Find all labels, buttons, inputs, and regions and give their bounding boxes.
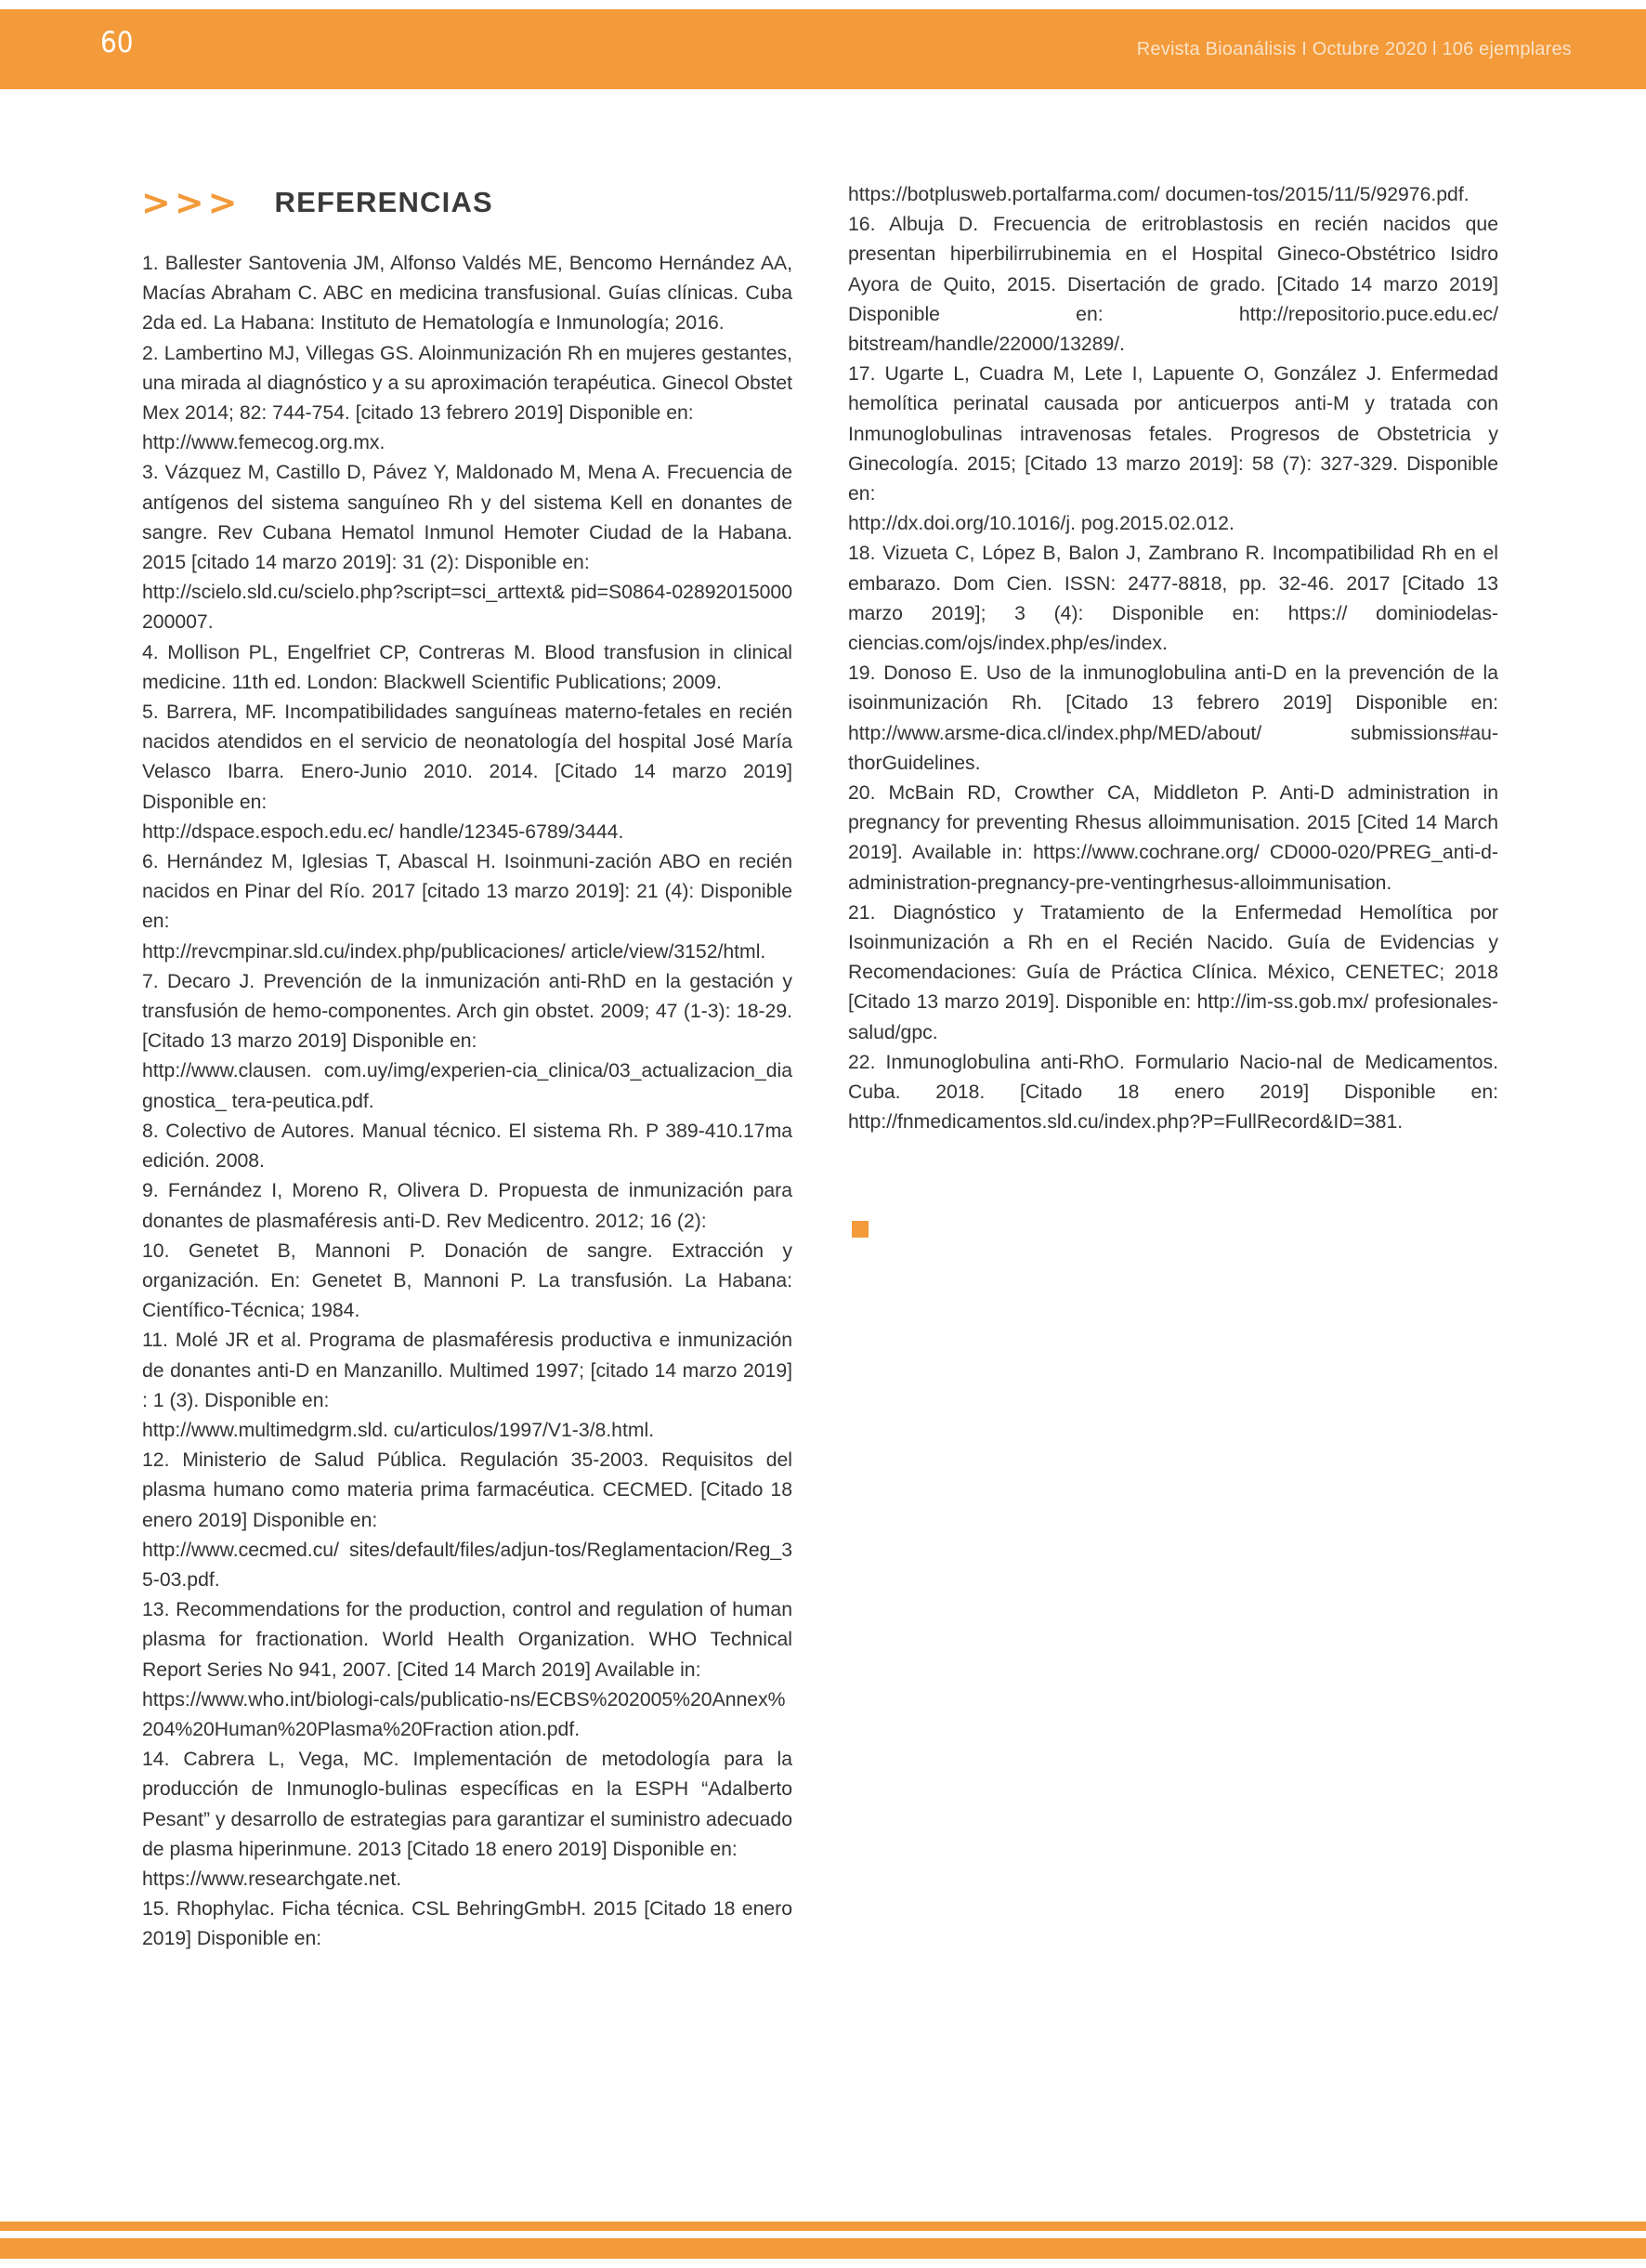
page-header [0, 9, 1646, 89]
orange-square-icon [852, 1221, 869, 1238]
reference-entry: 4. Mollison PL, Engelfriet CP, Contreras M. Blood transfusion in clinical medicine. 11th ed. London: Blackwell Scientific Publications; 2009. [142, 641, 792, 693]
reference-entry: 11. Molé JR et al. Programa de plasmaféresis productiva e inmunización de donantes anti-D en Manzanillo. Multimed 1997; [citado 14 marzo 2019] : 1 (3). Disponible en: [142, 1330, 792, 1411]
section-title: REFERENCIAS [274, 186, 493, 218]
reference-url[interactable]: http://www.multimedgrm.sld. cu/articulos/1997/V1-3/8.html. [142, 1419, 655, 1441]
reference-entry: 17. Ugarte L, Cuadra M, Lete I, Lapuente O, González J. Enfermedad hemolítica perinatal causada por anticuerpos anti-M y tratada con Inmunoglobulinas intravenosas fetales. Progresos de Obstetricia y Ginecología. 2015; [Citado 13 marzo 2019]: 58 (7): 327-329. Disponible en: [848, 363, 1498, 505]
reference-url[interactable]: http://scielo.sld.cu/scielo.php?script=sci_arttext& pid=S0864-02892015000200007. [142, 582, 792, 634]
reference-url[interactable]: https://www.researchgate.net. [142, 1868, 402, 1890]
reference-url[interactable]: http://www.clausen. com.uy/img/experien-cia_clinica/03_actualizacion_diagnostica_ tera-peutica.pdf. [142, 1060, 792, 1112]
reference-url[interactable]: https://www.who.int/biologi-cals/publicatio-ns/ECBS%202005%20Annex%204%20Human%20Plasma%20Fraction ation.pdf. [142, 1688, 786, 1740]
reference-entry: 12. Ministerio de Salud Pública. Regulación 35-2003. Requisitos del plasma humano como materia prima farmacéutica. CECMED. [Citado 18 enero 2019] Disponible en: [142, 1449, 792, 1531]
reference-entry: 10. Genetet B, Mannoni P. Donación de sangre. Extracción y organización. En: Genetet B, Mannoni P. La transfusión. La Habana: Científico-Técnica; 1984. [142, 1239, 792, 1322]
reference-entry: 6. Hernández M, Iglesias T, Abascal H. Isoinmuni-zación ABO en recién nacidos en Pinar del Río. 2017 [citado 13 marzo 2019]: 21 (4): Disponible en: [142, 851, 792, 933]
reference-url[interactable]: http://www.cecmed.cu/ sites/default/files/adjun-tos/Reglamentacion/Reg_35-03.pdf. [142, 1539, 792, 1591]
reference-entry: 16. Albuja D. Frecuencia de eritroblastosis en recién nacidos que presentan hiperbilirrubinemia en el Hospital Gineco-Obstétrico Isidro Ayora de Quito, 2015. Disertación de grado. [Citado 14 marzo 2019] Disponible en: http://repositorio.puce.edu.ec/ bitstream/handle/22000/13289/. [848, 214, 1498, 356]
reference-url[interactable]: http://revcmpinar.sld.cu/index.php/publicaciones/ article/view/3152/html. [142, 940, 766, 963]
reference-entry: 20. McBain RD, Crowther CA, Middleton P. Anti-D administration in pregnancy for preventing Rhesus alloimmunisation. 2015 [Cited 14 March 2019]. Available in: https://www.cochrane.org/ CD000-020/PREG_anti-d-administration-pregnancy-pre-ventingrhesus-alloimmunisation. [848, 782, 1498, 894]
reference-entry: 19. Donoso E. Uso de la inmunoglobulina anti-D en la prevención de la isoinmunización Rh. [Citado 13 febrero 2019] Disponible en: http://www.arsme-dica.cl/index.php/MED/about/ submissions#au-thorGuidelines. [848, 662, 1498, 774]
section-heading [141, 182, 493, 223]
reference-entry: 5. Barrera, MF. Incompatibilidades sanguíneas materno-fetales en recién nacidos atendidos en el servicio de neonatología del hospital José María Velasco Ibarra. Enero-Junio 2010. 2014. [Citado 14 marzo 2019] Disponible en: [142, 701, 792, 813]
reference-entry: 7. Decaro J. Prevención de la inmunización anti-RhD en la gestación y transfusión de hemo-componentes. Arch gin obstet. 2009; 47 (1-3): 18-29. [Citado 13 marzo 2019] Disponible en: [142, 970, 792, 1053]
reference-entry: 18. Vizueta C, López B, Balon J, Zambrano R. Incompatibilidad Rh en el embarazo. Dom Cien. ISSN: 2477-8818, pp. 32-46. 2017 [Citado 13 marzo 2019]; 3 (4): Disponible en: https:// dominiodelas-ciencias.com/ojs/index.php/es/index. [848, 543, 1498, 655]
reference-entry: 15. Rhophylac. Ficha técnica. CSL BehringGmbH. 2015 [Citado 18 enero 2019] Disponible en: [142, 1898, 792, 1950]
reference-url[interactable]: http://dx.doi.org/10.1016/j. pog.2015.02.012. [848, 513, 1234, 535]
reference-entry: 1. Ballester Santovenia JM, Alfonso Valdés ME, Bencomo Hernández AA, Macías Abraham C. ABC en medicina transfusional. Guías clínicas. Cuba 2da ed. La Habana: Instituto de Hematología e Inmunología; 2016. [142, 253, 792, 334]
publication-info: Revista Bioanálisis I Octubre 2020 l 106 ejemplares [1136, 39, 1572, 59]
reference-entry: 22. Inmunoglobulina anti-RhO. Formulario Nacio-nal de Medicamentos. Cuba. 2018. [Citado 18 enero 2019] Disponible en: http://fnmedicamentos.sld.cu/index.php?P=FullRecord&ID=381. [848, 1051, 1498, 1134]
chevrons-icon: >>> [141, 182, 242, 223]
references-left-column [142, 249, 792, 1955]
reference-entry: 13. Recommendations for the production, control and regulation of human plasma for fractionation. World Health Organization. WHO Technical Report Series No 941, 2007. [Cited 14 March 2019] Available in: [142, 1599, 792, 1681]
reference-entry: 2. Lambertino MJ, Villegas GS. Aloinmunización Rh en mujeres gestantes, una mirada al diagnóstico y a su aproximación terapéutica. Ginecol Obstet Mex 2014; 82: 744-754. [citado 13 febrero 2019] Disponible en: [142, 342, 792, 425]
reference-url[interactable]: http://www.femecog.org.mx. [142, 432, 385, 454]
page-number: 60 [100, 26, 134, 59]
reference-entry: 9. Fernández I, Moreno R, Olivera D. Propuesta de inmunización para donantes de plasmaféresis anti-D. Rev Medicentro. 2012; 16 (2): [142, 1180, 792, 1232]
reference-url[interactable]: http://dspace.espoch.edu.ec/ handle/12345-6789/3444. [142, 820, 624, 843]
reference-url[interactable]: https://botplusweb.portalfarma.com/ documen-tos/2015/11/5/92976.pdf. [848, 184, 1470, 205]
references-right-column [848, 180, 1498, 1138]
reference-entry: 21. Diagnóstico y Tratamiento de la Enfermedad Hemolítica por Isoinmunización a Rh en el Recién Nacido. Guía de Evidencias y Recomendaciones: Guía de Práctica Clínica. México, CENETEC; 2018 [Citado 13 marzo 2019]. Disponible en: http://im-ss.gob.mx/ profesionales-salud/gpc. [848, 901, 1498, 1043]
reference-entry: 14. Cabrera L, Vega, MC. Implementación de metodología para la producción de Inmunoglo-bulinas específicas en la ESPH “Adalberto Pesant” y desarrollo de estrategias para garantizar el suministro adecuado de plasma hiperinmune. 2013 [Citado 18 enero 2019] Disponible en: [142, 1749, 792, 1860]
footer-stripe-thick [0, 2238, 1646, 2259]
reference-entry: 3. Vázquez M, Castillo D, Pávez Y, Maldonado M, Mena A. Frecuencia de antígenos del sistema sanguíneo Rh y del sistema Kell en donantes de sangre. Rev Cubana Hematol Inmunol Hemoter Ciudad de la Habana. 2015 [citado 14 marzo 2019]: 31 (2): Disponible en: [142, 462, 792, 574]
reference-entry: 8. Colectivo de Autores. Manual técnico. El sistema Rh. P 389-410.17ma edición. 2008. [142, 1120, 792, 1173]
footer-stripe-thin [0, 2222, 1646, 2231]
